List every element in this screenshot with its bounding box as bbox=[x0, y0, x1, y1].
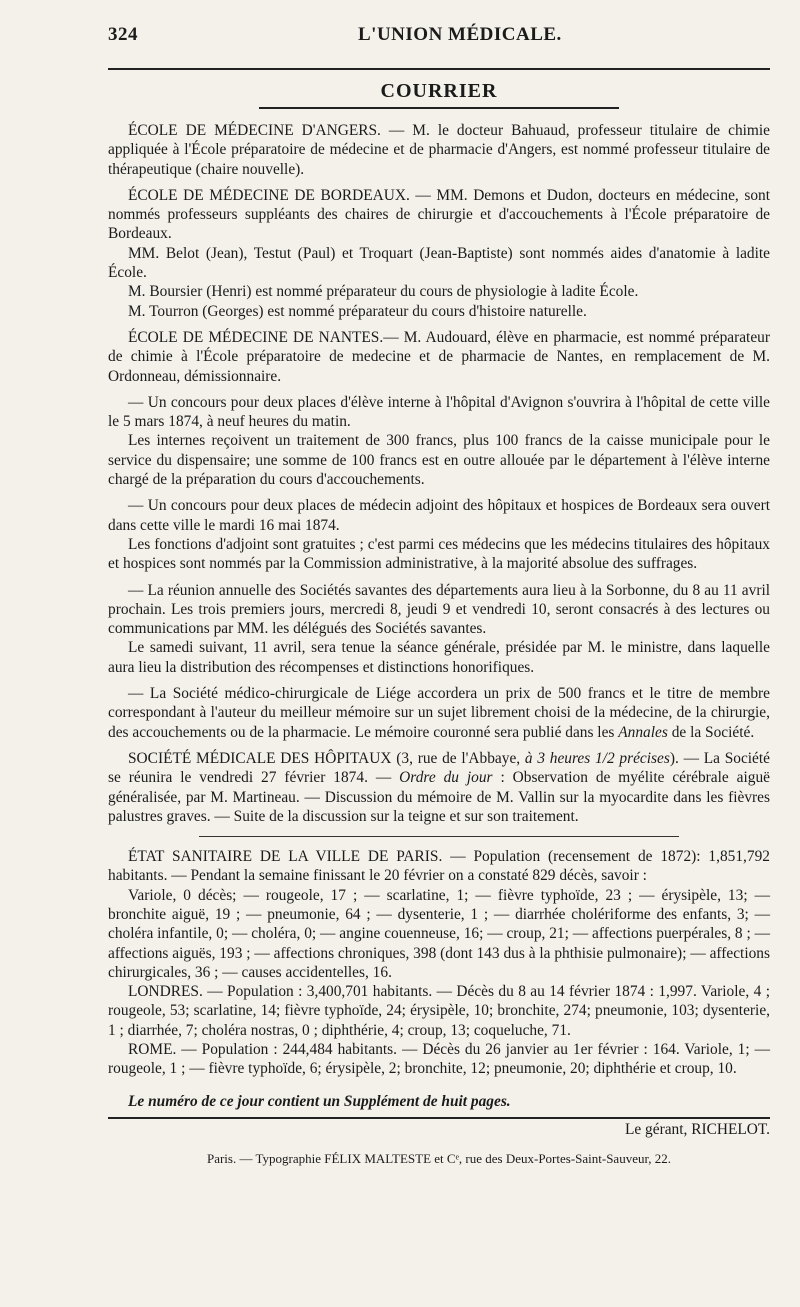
societe-ordre-du-jour: Ordre du jour bbox=[399, 769, 493, 787]
supplement-note: Le numéro de ce jour contient un Supplément de huit pages. bbox=[128, 1092, 511, 1110]
page-number: 324 bbox=[108, 24, 138, 45]
paragraph-nantes: ÉCOLE DE MÉDECINE DE NANTES.— M. Audouard, élève en pharmacie, est nommé préparateur de chimie à l'École préparatoire de medecine et de pharmacie de Nantes, en remplacement de M. Ordonneau, démissionnaire. bbox=[108, 328, 770, 385]
paragraph-bordeaux: ÉCOLE DE MÉDECINE DE BORDEAUX. — MM. Demons et Dudon, docteurs en médecine, sont nommés professeurs suppléants des chaires de chirurgie et d'accouchements à l'École préparatoire de Bordeaux. bbox=[108, 186, 770, 243]
paragraph-avignon-concours: — Un concours pour deux places d'élève interne à l'hôpital d'Avignon s'ouvrira à l'hôpital de cette ville le 5 mars 1874, à neuf heures du matin. bbox=[108, 393, 770, 431]
paragraph-paris: ÉTAT SANITAIRE DE LA VILLE DE PARIS. — Population (recensement de 1872): 1,851,792 habitants. — Pendant la semaine finissant le 20 février on a constaté 829 décès, savoir : bbox=[108, 848, 770, 885]
societe-text-b: ). — La Société se réunira le vendredi 27 février 1874. — bbox=[108, 749, 770, 787]
paragraph-avignon-internes: Les internes reçoivent un traitement de 300 francs, plus 100 francs de la caisse municipale pour le service du dispensaire; une somme de 100 francs est en outre allouée par le département à l'élève interne chargé de la préparation du cours d'accouchements. bbox=[108, 432, 770, 489]
liege-text-a: — La Société médico-chirurgicale de Liége accordera un prix de 500 francs et le titre de membre correspondant à l'auteur du meilleur mémoire sur un sujet librement choisi de la médecine, de la chirurgie, des accouchements ou de la pharmacie. Le mémoire couronné sera publié dans les bbox=[108, 685, 770, 741]
paragraph-paris-details: Variole, 0 décès; — rougeole, 17 ; — scarlatine, 1; — fièvre typhoïde, 23 ; — érysipèle, 13; — bronchite aiguë, 19 ; — pneumonie, 64 ; — dysenterie, 1 ; — diarrhée cholériforme des enfants, 3; — choléra infantile, 0; — choléra, 0; — angine couenneuse, 16; — croup, 21; — affections puerpérales, 8 ; — affections aiguës, 193 ; — affections chroniques, 398 (dont 143 dus à la phthisie pulmonaire); — affections chirurgicales, 36 ; — causes accidentelles, 16. bbox=[108, 886, 770, 981]
paragraph-sorbonne-seance: Le samedi suivant, 11 avril, sera tenue la séance générale, présidée par M. le ministre, dans laquelle aura lieu la distribution des récompenses et distinctions honorifiques. bbox=[108, 639, 770, 676]
societe-text-c: : Observation de myélite cérébrale aiguë généralisée, par M. Martineau. — Discussion du mémoire de M. Vallin sur la myocardite dans les fièvres palustres graves. — Suite de la discussion sur la teigne et sur son traitement. bbox=[108, 769, 770, 825]
paragraph-sorbonne: — La réunion annuelle des Sociétés savantes des départements aura lieu à la Sorbonne, du 8 au 11 avril prochain. Les trois premiers jours, mercredi 8, jeudi 9 et vendredi 10, seront consacrés à des lectures ou communications par MM. les délégués des Sociétés savantes. bbox=[108, 581, 770, 638]
paragraph-bordeaux-tourron: M. Tourron (Georges) est nommé préparateur du cours d'histoire naturelle. bbox=[128, 302, 587, 320]
paragraph-bordeaux-adjoint: Les fonctions d'adjoint sont gratuites ; c'est parmi ces médecins que les médecins titulaires des hôpitaux et hospices sont nommés par la Commission administrative, à la majorité absolue des suffrages. bbox=[108, 535, 770, 573]
article-body bbox=[108, 121, 770, 1079]
footer-rule bbox=[108, 1117, 770, 1119]
societe-heure: à 3 heures 1/2 précises bbox=[524, 749, 670, 767]
section-title: COURRIER bbox=[380, 80, 498, 102]
journal-title: L'UNION MÉDICALE. bbox=[358, 24, 562, 45]
paragraph-bordeaux-aides: MM. Belot (Jean), Testut (Paul) et Troquart (Jean-Baptiste) sont nommés aides d'anatomie à ladite École. bbox=[108, 244, 770, 282]
paragraph-societe-hopitaux bbox=[108, 749, 770, 826]
paragraph-bordeaux-boursier: M. Boursier (Henri) est nommé préparateur du cours de physiologie à ladite École. bbox=[128, 283, 639, 301]
paragraph-liege bbox=[108, 684, 770, 742]
liege-text-b: de la Société. bbox=[667, 723, 755, 741]
paragraph-rome: ROME. — Population : 244,484 habitants. — Décès du 26 janvier au 1er février : 164. Variole, 1; — rougeole, 1 ; — fièvre typhoïde, 6; érysipèle, 2; bronchite, 12; pneumonie, 20; diphthérie et croup, 10. bbox=[108, 1041, 770, 1078]
paragraph-bordeaux-concours: — Un concours pour deux places de médecin adjoint des hôpitaux et hospices de Bordeaux sera ouvert dans cette ville le mardi 16 mai 1874. bbox=[108, 497, 770, 534]
section-divider bbox=[199, 836, 679, 837]
signature: Le gérant, RICHELOT. bbox=[624, 1120, 770, 1138]
printer-line: Paris. — Typographie FÉLIX MALTESTE et Cᵉ, rue des Deux-Portes-Saint-Sauveur, 22. bbox=[206, 1150, 672, 1166]
paragraph-londres: LONDRES. — Population : 3,400,701 habitants. — Décès du 8 au 14 février 1874 : 1,997. Variole, 4 ; rougeole, 53; scarlatine, 14; fièvre typhoïde, 24; érysipèle, 10; bronchite, 274; pneumonie, 103; dysenterie, 1 ; diarrhée, 7; choléra nostras, 0 ; diphthérie, 4; croup, 13; coqueluche, 71. bbox=[108, 983, 770, 1039]
running-head bbox=[108, 24, 770, 64]
paragraph-angers: ÉCOLE DE MÉDECINE D'ANGERS. — M. le docteur Bahuaud, professeur titulaire de chimie appliquée à l'École préparatoire de médecine et de pharmacie d'Angers, est nommé professeur titulaire de thérapeutique (chaire nouvelle). bbox=[108, 122, 770, 178]
header-rule bbox=[108, 68, 770, 70]
section-rule bbox=[259, 107, 619, 109]
societe-text-a: SOCIÉTÉ MÉDICALE DES HÔPITAUX (3, rue de l'Abbaye, bbox=[128, 749, 525, 767]
liege-annales: Annales bbox=[618, 723, 668, 741]
